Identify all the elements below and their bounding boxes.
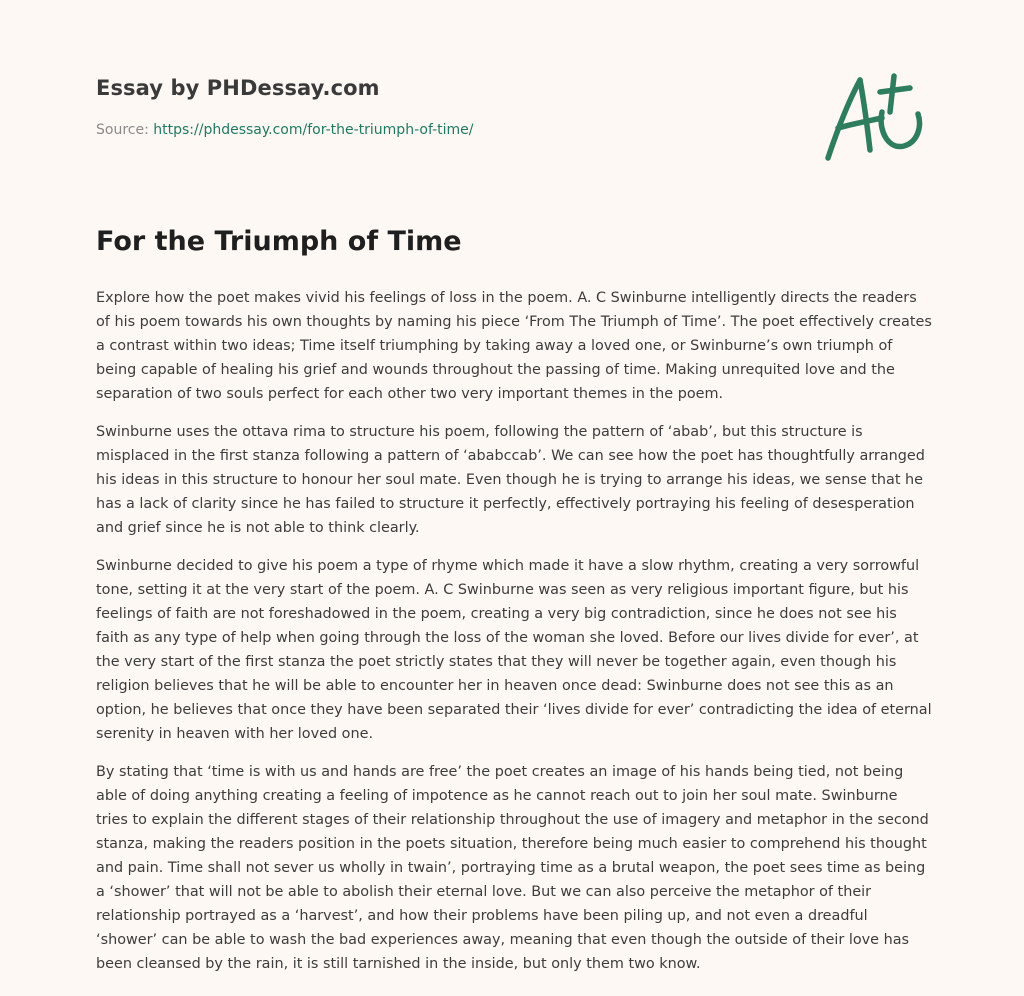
page-header bbox=[96, 76, 656, 138]
essay-paragraph: Swinburne uses the ottava rima to structure his poem, following the pattern of ‘abab’, but this structure is misplaced in the first stanza following a pattern of ‘ababccab’. We can see how the poet has thoughtfully arranged his ideas in this structure to honour her soul mate. Even though he is trying to arrange his ideas, we sense that he has a lack of clarity since he has failed to structure it perfectly, effectively portraying his feeling of desesperation and grief since he is not able to think clearly. bbox=[96, 424, 925, 536]
essay-paragraph: Explore how the poet makes vivid his feelings of loss in the poem. A. C Swinburne intelligently directs the readers of his poem towards his own thoughts by naming his piece ‘From The Triumph of Time’. The poet effectively creates a contrast within two ideas; Time itself triumphing by taking away a loved one, or Swinburne’s own triumph of being capable of healing his grief and wounds throughout the passing of time. Making unrequited love and the separation of two souls perfect for each other two very important themes in the poem. bbox=[96, 290, 932, 402]
essay-body bbox=[96, 286, 932, 990]
source-link[interactable]: https://phdessay.com/for-the-triumph-of-time/ bbox=[153, 122, 474, 138]
source-label: Source: bbox=[96, 122, 149, 138]
essay-paragraph: Swinburne decided to give his poem a type of rhyme which made it have a slow rhythm, creating a very sorrowful tone, setting it at the very start of the poem. A. C Swinburne was seen as very religious important figure, but his feelings of faith are not foreshadowed in the poem, creating a very big contradiction, since he does not see his faith as any type of help when going through the loss of the woman she loved. Before our lives divide for ever’, at the very start of the first stanza the poet strictly states that they will never be together again, even though his religion believes that he will be able to encounter her in heaven once dead: Swinburne does not see this as an option, he believes that once they have been separated their ‘lives divide for ever’ contradicting the idea of eternal serenity in heaven with her loved one. bbox=[96, 558, 932, 742]
source-line bbox=[96, 122, 656, 138]
a-plus-grade-icon bbox=[818, 66, 930, 166]
site-title: Essay by PHDessay.com bbox=[96, 76, 380, 100]
essay-paragraph: By stating that ‘time is with us and hands are free’ the poet creates an image of his hands being tied, not being able of doing anything creating a feeling of impotence as he cannot reach out to join her soul mate. Swinburne tries to explain the different stages of their relationship throughout the use of imagery and metaphor in the second stanza, making the readers position in the poets situation, therefore being much easier to comprehend his thought and pain. Time shall not sever us wholly in twain’, portraying time as a brutal weapon, the poet sees time as being a ‘shower’ that will not be able to abolish their eternal love. But we can also perceive the metaphor of their relationship portrayed as a ‘harvest’, and how their problems have been piling up, and not even a dreadful ‘shower’ can be able to wash the bad experiences away, meaning that even though the outside of their love has been cleansed by the rain, it is still tarnished in the inside, but only them two know. bbox=[96, 764, 929, 972]
essay-title: For the Triumph of Time bbox=[96, 226, 462, 257]
